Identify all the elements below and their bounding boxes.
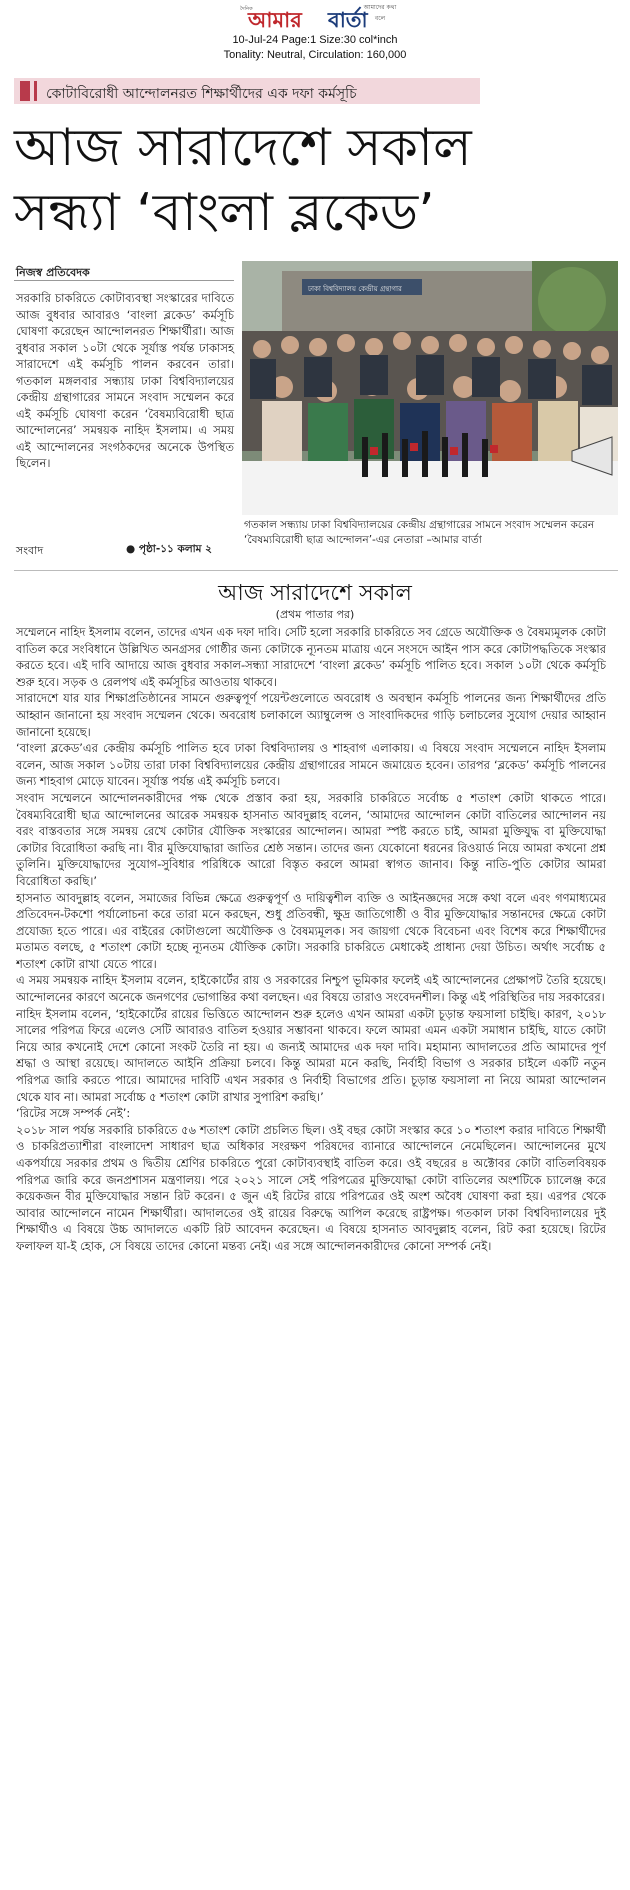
body-paragraph: হাসনাত আবদুল্লাহ বলেন, সমাজের বিভিন্ন ক্ষেত্রে গুরুত্বপূর্ণ ও দায়িত্বশীল ব্যক্তি ও আইনজ্ঞদের সঙ্গে কথা বলে এবং গণমাধ্যমের প্রতিবেদন-টকশো পর্যালোচনা করে তারা মনে করছেন, শুধু প্রতিবন্ধী, ক্ষুদ্র জাতিগোষ্ঠী ও বীর মুক্তিযোদ্ধার সন্তানদের ক্ষেত্রে কোটা প্রযোজ্য হতে পারে। এর বাইরের কোটাগুলো অযৌক্তিক ও বৈষম্যমূলক। সব জায়গা থেকে বিবেচনা এবং বিশেষ করে শিক্ষার্থীদের মতামত বলছে, ৫ শতাংশ কোটা হচ্ছে ন্যূনতম যৌক্তিক কোটা। সরকারি চাকরিতে মেধাকেই প্রাধান্য দেয়া উচিত। অর্থাৎ সর্বোচ্চ ৫ শতাংশ কোটা রাখা যেতে পারে।	[16, 890, 606, 971]
section-divider	[14, 570, 618, 571]
body-paragraph: সারাদেশে যার যার শিক্ষাপ্রতিষ্ঠানের সামনে গুরুত্বপূর্ণ পয়েন্টগুলোতে অবরোধ ও অবস্থান কর্মসূচি পালনের জন্য শিক্ষার্থীদের প্রতি আহ্বান জানানো হয় সংবাদ সম্মেলন থেকে। অবরোধ চলাকালে অ্যাম্বুলেন্স ও সাংবাদিকদের গাড়ি চলাচলের সুযোগ দেয়ার আহ্বান জানানো হয়েছে।	[16, 691, 606, 739]
newspaper-logo	[240, 4, 400, 34]
photo-banner-text: ঢাকা বিশ্ববিদ্যালয় কেন্দ্রীয় গ্রন্থাগার	[308, 285, 402, 293]
continuation-heading: আজ সারাদেশে সকাল	[218, 581, 412, 606]
kicker-bar	[14, 78, 480, 104]
body-paragraph: নাহিদ ইসলাম বলেন, ‘হাইকোর্টের রায়ের ভিত্তিতে আন্দোলন শুরু হলেও এখন আমরা একটা চূড়ান্ত ফয়সালা চাইছি। কারণ, ২০১৮ সালের পরিপত্র ফিরে এলেও সেটি আবারও বাতিল হওয়ার সম্ভাবনা থাকবে। ফলে আমরা এমন একটা সমাধান চাইছি, যাতে কোটা নিয়ে আর কখনোই দেশে কোনো সংকট তৈরি না হয়। এ জন্যই আমাদের এক দফা দাবি। মহামান্য আদালতের প্রতি আমাদের পূর্ণ শ্রদ্ধা ও আস্থা রয়েছে। আদালতে আইনি প্রক্রিয়া চলবে। কিন্তু আমরা মনে করছি, নির্বাহী বিভাগ ও সরকার চাইলে একটি নতুন পরিপত্র জারি করতে পারে। আমাদের দাবিটি এখন সরকার ও নির্বাহী বিভাগের প্রতি। চূড়ান্ত ফয়সালা না নিয়ে আমরা আন্দোলন থেকে যাব না। আমরা সর্বোচ্চ ৫ শতাংশ কোটা রাখার সুপারিশ করছি।’	[16, 1006, 606, 1104]
body-paragraph: সম্মেলনে নাহিদ ইসলাম বলেন, তাদের এখন এক দফা দাবি। সেটি হলো সরকারি চাকরিতে সব গ্রেডে অযৌক্তিক ও বৈষম্যমূলক কোটা বাতিল করে সংবিধানে উল্লিখিত অনগ্রসর গোষ্ঠীর জন্য কোটাকে ন্যূনতম মাত্রায় এনে সংসদে আইন পাস করে কোটাপদ্ধতিকে সংস্কার করতে হবে। এই দাবি আদায়ে আজ বুধবার সকাল-সন্ধ্যা সারাদেশে ‘বাংলা ব্লকেড’ কর্মসূচি পালিত হবে। সকাল ১০টা থেকে কর্মসূচি শুরু হবে। সড়ক ও রেলপথ এই কর্মসূচির আওতায় থাকবে।	[16, 625, 606, 689]
clip-meta-date-size: 10-Jul-24 Page:1 Size:30 col*inch	[232, 34, 398, 46]
front-page-article	[14, 78, 618, 558]
continuation-body	[16, 624, 606, 1884]
headline-line-2: সন্ধ্যা ‘বাংলা ব্লকেড’	[14, 183, 435, 243]
byline-rule	[14, 280, 234, 281]
byline: নিজস্ব প্রতিবেদক	[16, 266, 90, 279]
press-conference-photo	[242, 261, 618, 515]
photo-caption: গতকাল সন্ধ্যায় ঢাকা বিশ্ববিদ্যালয়ের কেন্দ্রীয় গ্রন্থাগারের সামনে সংবাদ সম্মেলন করেন ‘বৈষম্যবিরোধী ছাত্র আন্দোলন’-এর নেতারা –আমার বার্তা	[244, 519, 595, 546]
body-paragraph: সংবাদ সম্মেলনে আন্দোলনকারীদের পক্ষ থেকে প্রস্তাব করা হয়, সরকারি চাকরিতে সর্বোচ্চ ৫ শতাংশ কোটা থাকতে পারে। বৈষম্যবিরোধী ছাত্র আন্দোলনের আরেক সমন্বয়ক হাসনাত আবদুল্লাহ বলেন, ‘আমাদের আন্দোলন কোটা বাতিলের আন্দোলন নয় বরং বাস্তবতার সঙ্গে সমন্বয় রেখে কোটার যৌক্তিক সংস্কারের আন্দোলন। আমরা স্পষ্ট করতে চাই, আমরা মুক্তিযুদ্ধ বা মুক্তিযোদ্ধা কোটার বিরোধিতা করছি না। বীর মুক্তিযোদ্ধারা জাতির শ্রেষ্ঠ সন্তান। তাদের জন্য যেকোনো ধরনের রিওয়ার্ড নিয়ে আমরা কখনো প্রশ্ন তুলিনি। মুক্তিযোদ্ধাদের সুযোগ-সুবিধার পরিধিকে আরো বিস্তৃত করলে আমরা স্বাগত জানাব। কিন্তু নাতি-পুতি কোটার আমরা বিরোধিতা করছি।’	[16, 790, 606, 888]
logo-word-amar: আমার	[248, 8, 302, 32]
kicker-accent	[20, 81, 30, 101]
logo-tagline: আমাদের কথা বলে	[363, 4, 397, 22]
body-paragraph: এ সময় সমন্বয়ক নাহিদ ইসলাম বলেন, হাইকোর্টের রায় ও সরকারের নিশ্চুপ ভূমিকার ফলেই এই আন্দোলনের প্রেক্ষাপট তৈরি হয়েছে। আন্দোলনের কারণে অনেকে জনগণের ভোগান্তির কথা বলছেন। এর বিষয়ে তারাও সংবেদনশীল। কিন্তু এই পরিস্থিতির দায় সরকারের।	[16, 973, 606, 1005]
body-paragraph: ‘বাংলা ব্লকেড’এর কেন্দ্রীয় কর্মসূচি পালিত হবে ঢাকা বিশ্ববিদ্যালয় ও শাহবাগ এলাকায়। এ বিষয়ে সংবাদ সম্মেলনে নাহিদ ইসলাম বলেন, আজ সকাল ১০টায় তারা ঢাকা বিশ্ববিদ্যালয়ের কেন্দ্রীয় গ্রন্থাগারের সামনে জমায়েত হবেন। তারপর ‘ব্লকেড’ কর্মসূচি পালনের জন্য শাহবাগ মোড়ে যাবেন। সূর্যাস্ত পর্যন্ত এই কর্মসূচি চলবে।	[16, 741, 606, 789]
body-paragraph: ২০১৮ সাল পর্যন্ত সরকারি চাকরিতে ৫৬ শতাংশ কোটা প্রচলিত ছিল। ওই বছর কোটা সংস্কার করে ১০ শতাংশ করার দাবিতে শিক্ষার্থী ও চাকরিপ্রত্যাশীরা বাংলাদেশ সাধারণ ছাত্র অধিকার সংরক্ষণ পরিষদের ব্যানারে আন্দোলনে নেমেছিলেন। আন্দোলনের মুখে একপর্যায়ে সরকার প্রথম ও দ্বিতীয় শ্রেণির চাকরিতে পুরো কোটাব্যবস্থাই বাতিল করে। ওই বছরের ৪ অক্টোবর কোটা বাতিলবিষয়ক পরিপত্র জারি করে জনপ্রশাসন মন্ত্রণালয়। পরে ২০২১ সালে সেই পরিপত্রের মুক্তিযোদ্ধা কোটা বাতিলের অংশটিকে চ্যালেঞ্জ করে কয়েকজন বীর মুক্তিযোদ্ধার সন্তান রিট করেন। ৫ জুন এই রিটের রায়ে পরিপত্রের ওই অংশ অবৈধ ঘোষণা করা হয়। এরপর থেকে আবার আন্দোলনে নামেন শিক্ষার্থীরা। আদালতের ওই রায়ের বিরুদ্ধে আপিল করেছে রাষ্ট্রপক্ষ। গতকাল ঢাকা বিশ্ববিদ্যালয়ের দুই শিক্ষার্থীও এ বিষয়ে উচ্চ আদালতে একটি রিট আবেদন করেছেন। এ বিষয়ে হাসনাত আবদুল্লাহ বলেন, রিট করা হয়েছে। রিটের ফলাফল যা-ই হোক, সে বিষয়ে তাদের কোনো মন্তব্য নেই। এর সঙ্গে আন্দোলনকারীদের কোনো সম্পর্ক নেই।	[16, 1122, 606, 1253]
logo-word-barta: বার্তা	[328, 8, 368, 32]
jump-reference: ● পৃষ্ঠা-১১ কলাম ২	[126, 543, 212, 555]
kicker-text: কোটাবিরোধী আন্দোলনরত শিক্ষার্থীদের এক দফা কর্মসূচি	[46, 86, 357, 102]
masthead	[0, 0, 630, 70]
press-conference-photo-art	[242, 261, 618, 515]
lead-paragraph: সরকারি চাকরিতে কোটাব্যবস্থা সংস্কারের দাবিতে আজ বুধবার আবারও ‘বাংলা ব্লকেড’ কর্মসূচি ঘোষণা করেছেন আন্দোলনরত শিক্ষার্থীরা। আজ বুধবার সকাল ১০টা থেকে সূর্যাস্ত পর্যন্ত ঢাকাসহ সারাদেশে এই কর্মসূচি পালন করবেন তারা। গতকাল মঙ্গলবার সন্ধ্যায় ঢাকা বিশ্ববিদ্যালয়ের কেন্দ্রীয় গ্রন্থাগারের সামনে সংবাদ সম্মেলন করে এই কর্মসূচি ঘোষণা করেন ‘বৈষম্যবিরোধী ছাত্র আন্দোলনের’ সমন্বয়ক নাহিদ ইসলাম। এ সময় এই আন্দোলনের সংগঠকদের অনেকে উপস্থিত ছিলেন।	[16, 291, 234, 470]
clip-meta-tonality: Tonality: Neutral, Circulation: 160,000	[223, 49, 407, 61]
source-credit: সংবাদ	[16, 544, 44, 557]
kicker-accent-thin	[34, 81, 37, 101]
continuation-subheading: (প্রথম পাতার পর)	[275, 608, 355, 621]
body-subheading: ‘রিটের সঙ্গে সম্পর্ক নেই’:	[16, 1106, 131, 1121]
headline-line-1: আজ সারাদেশে সকাল	[14, 118, 472, 178]
logo-small-text: দৈনিক	[240, 6, 253, 12]
